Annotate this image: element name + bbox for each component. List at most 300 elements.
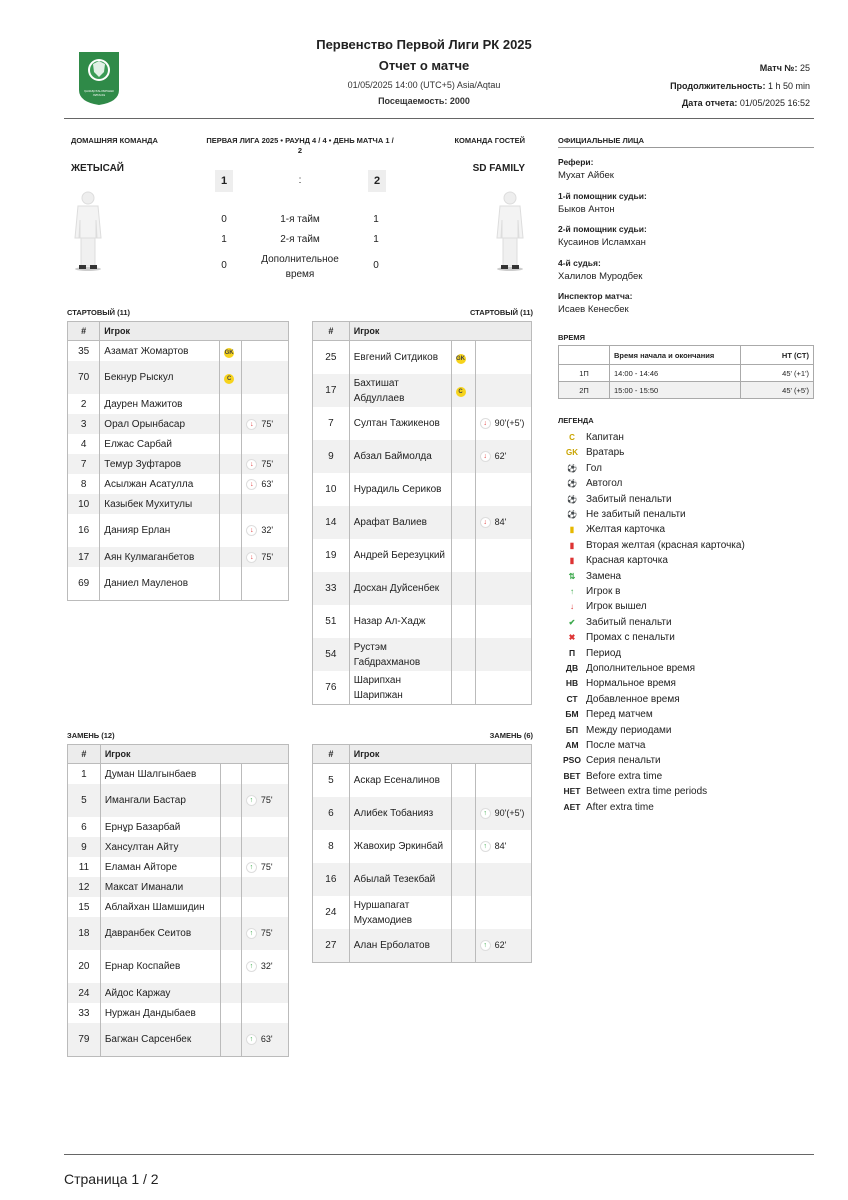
player-badge-cell: [451, 407, 475, 440]
legend-item: [562, 676, 676, 691]
player-number: 1: [68, 764, 101, 785]
player-number: 51: [313, 605, 350, 638]
substitution-cell: [242, 547, 289, 567]
legend-item: [562, 784, 707, 799]
substitution-minute: 62': [494, 451, 507, 461]
penalty-check-icon: ✔: [568, 617, 576, 627]
player-number: 9: [313, 440, 350, 473]
legend-item: [562, 538, 745, 553]
player-in-icon: ↑: [480, 808, 491, 819]
player-badge-cell: [220, 983, 241, 1003]
legend-label: Замена: [586, 570, 622, 582]
legend-label: Не забитый пенальти: [586, 509, 686, 520]
period-label: 1-я тайм: [280, 214, 320, 225]
legend-caption: ЛЕГЕНДА: [558, 416, 594, 425]
col-player-header: Игрок: [100, 322, 289, 341]
legend-label: Забитый пенальти: [586, 493, 672, 505]
player-badge-cell: [451, 638, 475, 671]
player-name: Нуршапагат Мухамодиев: [349, 896, 451, 929]
player-name: Шарипхан Шарипжан: [349, 671, 451, 705]
period-home: 0: [221, 214, 227, 225]
player-number: 17: [68, 547, 100, 567]
player-badge-cell: [220, 341, 242, 362]
player-name: Назар Ал-Хадж: [349, 605, 451, 638]
substitution-cell: [241, 857, 288, 877]
player-badge-cell: [451, 605, 475, 638]
substitution-cell: [475, 473, 531, 506]
substitution-minute: 90'(+5'): [494, 418, 525, 428]
table-row: [68, 877, 289, 897]
away-kit-figure: [494, 190, 526, 270]
officials-divider: [558, 147, 814, 148]
legend-item: [562, 476, 622, 491]
added-time-abbr: СТ: [566, 693, 578, 704]
time-period: 2П: [559, 382, 610, 399]
period-away: 1: [373, 234, 379, 245]
player-badge-cell: [220, 1003, 241, 1023]
player-badge-cell: [451, 671, 475, 705]
player-name: Аян Кулмаганбетов: [100, 547, 220, 567]
substitution-cell: [242, 434, 289, 454]
player-badge-cell: [451, 473, 475, 506]
substitution-cell: [475, 797, 531, 830]
player-badge-cell: [220, 764, 241, 785]
player-badge-cell: [220, 877, 241, 897]
penalty-missed-icon: ⚽: [567, 510, 577, 519]
home-team-caption: ДОМАШНЯЯ КОМАНДА: [71, 136, 158, 145]
legend-item: [562, 615, 672, 630]
player-name: Максат Иманали: [100, 877, 220, 897]
away-team-caption: КОМАНДА ГОСТЕЙ: [454, 136, 525, 145]
table-row: [68, 454, 289, 474]
player-name: Аскар Есеналинов: [349, 764, 451, 798]
legend-label: Добавленное время: [586, 693, 680, 705]
col-number-header: #: [313, 322, 350, 341]
col-number-header: #: [68, 745, 101, 764]
player-out-icon: ↓: [480, 418, 491, 429]
round-caption: ПЕРВАЯ ЛИГА 2025 • РАУНД 4 / 4 • ДЕНЬ МАТЧА 1 / 2: [206, 136, 394, 155]
legend-item: [562, 707, 653, 722]
substitution-minute: 62': [494, 940, 507, 950]
legend-label: Промах с пенальти: [586, 632, 675, 644]
player-name: Арафат Валиев: [349, 506, 451, 539]
legend-item: [562, 753, 661, 768]
substitution-cell: [241, 784, 288, 817]
substitution-cell: [242, 394, 289, 414]
substitution-minute: 75': [261, 551, 274, 562]
player-name: Алан Ерболатов: [349, 929, 451, 963]
player-name: Андрей Березуцкий: [349, 539, 451, 572]
report-subtitle: Отчет о матче: [378, 58, 470, 73]
player-number: 18: [68, 917, 101, 950]
legend-item: [562, 646, 621, 661]
legend-item: [562, 599, 647, 614]
substitution-cell: [242, 341, 289, 362]
player-number: 70: [68, 361, 100, 394]
substitution-cell: [475, 407, 531, 440]
official-name: Кусаинов Исламхан: [558, 237, 646, 248]
player-name: Ернұр Базарбай: [100, 817, 220, 837]
table-row: [68, 361, 289, 394]
official-name: Халилов Муродбек: [558, 270, 643, 282]
table-row: [313, 440, 532, 473]
legend-label: Вратарь: [586, 447, 625, 459]
player-name: Досхан Дуйсенбек: [349, 572, 451, 605]
player-badge-cell: [451, 572, 475, 605]
away-start-caption: СТАРТОВЫЙ (11): [469, 308, 533, 317]
player-number: 2: [68, 394, 100, 414]
substitution-minute: 63': [261, 478, 274, 489]
player-badge-cell: [451, 929, 475, 963]
substitution-cell: [475, 539, 531, 572]
player-number: 10: [68, 494, 100, 514]
player-number: 33: [68, 1003, 101, 1023]
player-out-icon: ↓: [246, 525, 257, 536]
table-row: [68, 547, 289, 567]
player-badge-cell: [220, 917, 241, 950]
time-caption: ВРЕМЯ: [558, 333, 586, 342]
period-home: 1: [221, 234, 227, 245]
table-row: [68, 494, 289, 514]
attendance: Посещаемость: 2000: [378, 96, 470, 106]
player-number: 4: [68, 434, 100, 454]
player-number: 76: [313, 671, 350, 705]
table-row: [313, 896, 532, 929]
home-team-name: ЖЕТЫСАЙ: [71, 163, 124, 174]
player-number: 20: [68, 950, 101, 983]
official-role: 2-й помощник судьи:: [558, 224, 647, 234]
legend-item: [562, 522, 665, 537]
player-name: Имангали Бастар: [100, 784, 220, 817]
substitution-cell: [241, 877, 288, 897]
player-in-icon: ↑: [570, 587, 574, 596]
player-number: 9: [68, 837, 101, 857]
player-out-icon: ↓: [246, 479, 257, 490]
report-date: Дата отчета: 01/05/2025 16:52: [681, 98, 810, 108]
legend-item: [562, 492, 672, 507]
player-badge-cell: [220, 567, 242, 601]
table-row: [313, 407, 532, 440]
player-name: Думан Шалгынбаев: [100, 764, 220, 785]
player-badge-cell: [220, 394, 242, 414]
substitution-minute: 84': [494, 841, 507, 851]
table-row: [68, 897, 289, 917]
player-name: Айдос Каржау: [100, 983, 220, 1003]
legend-label: Игрок в: [586, 586, 621, 597]
table-row: [68, 983, 289, 1003]
substitution-minute: 84': [494, 517, 507, 527]
period-away: 0: [373, 260, 379, 271]
player-badge-cell: [451, 506, 475, 539]
player-name: Евгений Ситдиков: [349, 341, 451, 375]
table-row: [68, 567, 289, 601]
table-row: [313, 863, 532, 896]
substitution-cell: [475, 764, 531, 798]
substitution-cell: [242, 454, 289, 474]
legend-item: [562, 553, 668, 568]
table-row: [313, 671, 532, 705]
player-name: Бекнур Рыскул: [100, 361, 220, 394]
substitution-cell: [241, 837, 288, 857]
table-row: [68, 514, 289, 547]
time-col-ht: HT (CT): [741, 346, 814, 365]
substitution-cell: [242, 494, 289, 514]
player-in-icon: ↑: [246, 862, 257, 873]
player-badge-cell: [220, 361, 242, 394]
player-number: 8: [68, 474, 100, 494]
player-number: 7: [313, 407, 350, 440]
player-number: 5: [68, 784, 101, 817]
substitution-cell: [242, 361, 289, 394]
substitution-cell: [475, 572, 531, 605]
legend-label: Между периодами: [586, 724, 672, 736]
match-number: Матч №: 25: [759, 63, 810, 73]
table-row: [313, 638, 532, 671]
time-table: [558, 345, 814, 399]
substitution-cell: [242, 514, 289, 547]
away-team-name: SD FAMILY: [472, 163, 525, 174]
player-name: Асылжан Асатулла: [100, 474, 220, 494]
player-name: Султан Тажикенов: [349, 407, 451, 440]
table-row: [68, 950, 289, 983]
player-number: 10: [313, 473, 350, 506]
legend-label: Дополнительное время: [586, 663, 696, 674]
legend-item: [562, 507, 686, 522]
substitution-cell: [242, 474, 289, 494]
logo-text: ҚАЗАҚСТАН БІРІНШІ ЛИГАСЫ: [84, 89, 114, 97]
after-match-abbr: АМ: [565, 740, 579, 750]
time-ht: 45' (+1'): [741, 365, 814, 382]
yellow-card-icon: ▮: [569, 525, 575, 535]
player-name: Давранбек Сеитов: [100, 917, 220, 950]
substitution-cell: [475, 605, 531, 638]
penalty-scored-icon: ⚽: [567, 494, 577, 504]
table-row: [68, 784, 289, 817]
player-badge-cell: [451, 539, 475, 572]
table-row: [313, 374, 532, 407]
table-row: [68, 434, 289, 454]
player-name: Абылай Тезекбай: [349, 863, 451, 896]
league-logo: [76, 50, 122, 106]
away-score: 2: [368, 170, 386, 192]
player-number: 24: [68, 983, 101, 1003]
official-name: Мухат Айбек: [558, 170, 614, 181]
duration: Продолжительность: 1 h 50 min: [670, 81, 810, 91]
legend-item: [562, 584, 620, 599]
col-player-header: Игрок: [349, 745, 531, 764]
before-match-abbr: БМ: [565, 709, 579, 720]
player-number: 54: [313, 638, 350, 671]
player-badge-cell: [451, 764, 475, 798]
substitution-cell: [241, 817, 288, 837]
substitution-cell: [241, 1023, 288, 1057]
player-number: 79: [68, 1023, 101, 1057]
captain-icon: C: [569, 433, 575, 442]
own-goal-icon: ⚽: [567, 479, 577, 489]
goalkeeper-icon: GK: [566, 448, 578, 458]
legend-label: Автогол: [586, 478, 623, 490]
player-name: Данияр Ерлан: [100, 514, 220, 547]
player-number: 16: [313, 863, 350, 896]
table-row: [313, 929, 532, 963]
table-row: [68, 474, 289, 494]
legend-label: Игрок вышел: [586, 601, 647, 613]
player-number: 69: [68, 567, 100, 601]
score-separator: :: [298, 175, 302, 186]
legend-label: After extra time: [586, 801, 654, 813]
player-name: Елжас Сарбай: [100, 434, 220, 454]
player-badge-cell: [451, 830, 475, 863]
report-title: Первенство Первой Лиги РК 2025: [316, 37, 532, 52]
time-range: 14:00 - 14:46: [610, 365, 741, 382]
table-row: [68, 414, 289, 434]
substitution-cell: [241, 950, 288, 983]
table-row: [68, 394, 289, 414]
aet-abbr: AET: [563, 801, 581, 812]
player-name: Багжан Сарсенбек: [100, 1023, 220, 1057]
home-starting-table: [67, 321, 289, 601]
player-badge-cell: [220, 837, 241, 857]
bet-abbr: BET: [563, 770, 581, 781]
legend-label: Красная карточка: [586, 555, 668, 567]
player-name: Хансултан Айту: [100, 837, 220, 857]
player-badge-cell: [451, 896, 475, 929]
col-number-header: #: [68, 322, 100, 341]
player-badge-cell: [220, 514, 242, 547]
player-name: Даурен Мажитов: [100, 394, 220, 414]
table-row: [68, 837, 289, 857]
table-row: [313, 572, 532, 605]
official-role: 4-й судья:: [558, 257, 601, 268]
player-out-icon: ↓: [246, 419, 257, 430]
player-name: Даниел Мауленов: [100, 567, 220, 601]
substitution-minute: 90'(+5'): [494, 808, 525, 818]
substitution-cell: [242, 567, 289, 601]
legend-item: [562, 692, 680, 707]
table-row: [313, 605, 532, 638]
legend-label: Вторая желтая (красная карточка): [586, 539, 745, 551]
legend-item: [562, 630, 675, 645]
player-in-icon: ↑: [246, 928, 257, 939]
away-subs-caption: ЗАМЕНЬ (6): [489, 731, 533, 740]
player-badge-cell: [220, 784, 241, 817]
table-row: [68, 1023, 289, 1057]
player-number: 14: [313, 506, 350, 539]
player-out-icon: ↓: [480, 451, 491, 462]
player-badge-cell: [220, 1023, 241, 1057]
header-divider: [64, 118, 814, 119]
player-badge-cell: [220, 414, 242, 434]
substitution-cell: [475, 440, 531, 473]
player-badge-cell: [451, 374, 475, 407]
period-abbr: П: [568, 647, 576, 658]
goalkeeper-icon: GK: [224, 349, 234, 356]
home-subs-caption: ЗАМЕНЬ (12): [67, 731, 115, 740]
home-kit-figure: [72, 190, 104, 270]
player-in-icon: ↑: [246, 1034, 257, 1045]
home-score: 1: [215, 170, 233, 192]
time-period: 1П: [559, 365, 610, 382]
player-badge-cell: [220, 950, 241, 983]
player-out-icon: ↓: [246, 552, 257, 563]
player-name: Абзал Баймолда: [349, 440, 451, 473]
captain-icon: C: [224, 374, 234, 384]
home-start-caption: СТАРТОВЫЙ (11): [67, 308, 131, 317]
table-row: [313, 539, 532, 572]
official-role: Инспектор матча:: [558, 291, 633, 301]
substitution-cell: [475, 929, 531, 963]
legend-label: Гол: [586, 462, 602, 474]
substitution-cell: [475, 374, 531, 407]
player-out-icon: ↓: [246, 459, 257, 470]
player-badge-cell: [220, 857, 241, 877]
substitution-minute: 32': [261, 525, 274, 535]
period-away: 1: [373, 214, 379, 225]
pso-abbr: PSO: [563, 755, 581, 766]
legend-item: [562, 661, 695, 676]
legend-label: Нормальное время: [586, 678, 676, 690]
goal-icon: ⚽: [567, 463, 577, 473]
table-row: [313, 830, 532, 863]
player-number: 8: [313, 830, 350, 863]
legend-label: После матча: [586, 740, 646, 751]
red-card-icon: ▮: [569, 556, 575, 566]
legend-item: [562, 430, 624, 445]
official-name: Исаев Кенесбек: [558, 304, 629, 315]
table-row: [313, 341, 532, 375]
table-row: [68, 917, 289, 950]
het-abbr: HET: [563, 786, 581, 797]
player-number: 3: [68, 414, 100, 434]
legend-label: Серия пенальти: [586, 755, 661, 767]
legend-label: Желтая карточка: [586, 524, 666, 536]
substitution-minute: 63': [260, 1034, 273, 1044]
player-name: Ернар Коспайев: [100, 950, 220, 983]
player-badge-cell: [451, 341, 475, 375]
player-number: 6: [313, 797, 350, 830]
official-role: 1-й помощник судьи:: [558, 190, 647, 201]
table-row: [313, 473, 532, 506]
legend-label: Забитый пенальти: [586, 616, 672, 628]
normal-time-abbr: НВ: [565, 678, 579, 689]
player-badge-cell: [451, 797, 475, 830]
table-row: [68, 764, 289, 785]
player-name: Еламан Айторе: [100, 857, 220, 877]
substitution-icon: ⇅: [568, 571, 576, 581]
player-name: Нурадиль Сериков: [349, 473, 451, 506]
player-name: Аблайхан Шамшидин: [100, 897, 220, 917]
substitution-cell: [241, 1003, 288, 1023]
player-number: 16: [68, 514, 100, 547]
table-row: [68, 817, 289, 837]
player-badge-cell: [220, 547, 242, 567]
player-badge-cell: [220, 817, 241, 837]
table-row: [313, 764, 532, 798]
official-role: Рефери:: [558, 157, 594, 167]
player-in-icon: ↑: [246, 961, 257, 972]
player-badge-cell: [451, 440, 475, 473]
player-number: 7: [68, 454, 100, 474]
legend-item: [562, 445, 624, 460]
period-label: 2-я тайм: [280, 234, 320, 245]
home-subs-table: [67, 744, 289, 1057]
player-badge-cell: [220, 454, 242, 474]
player-number: 27: [313, 929, 350, 963]
table-row: [68, 341, 289, 362]
player-in-icon: ↑: [246, 795, 257, 806]
period-home: 0: [221, 260, 227, 271]
between-periods-abbr: БП: [565, 724, 579, 735]
